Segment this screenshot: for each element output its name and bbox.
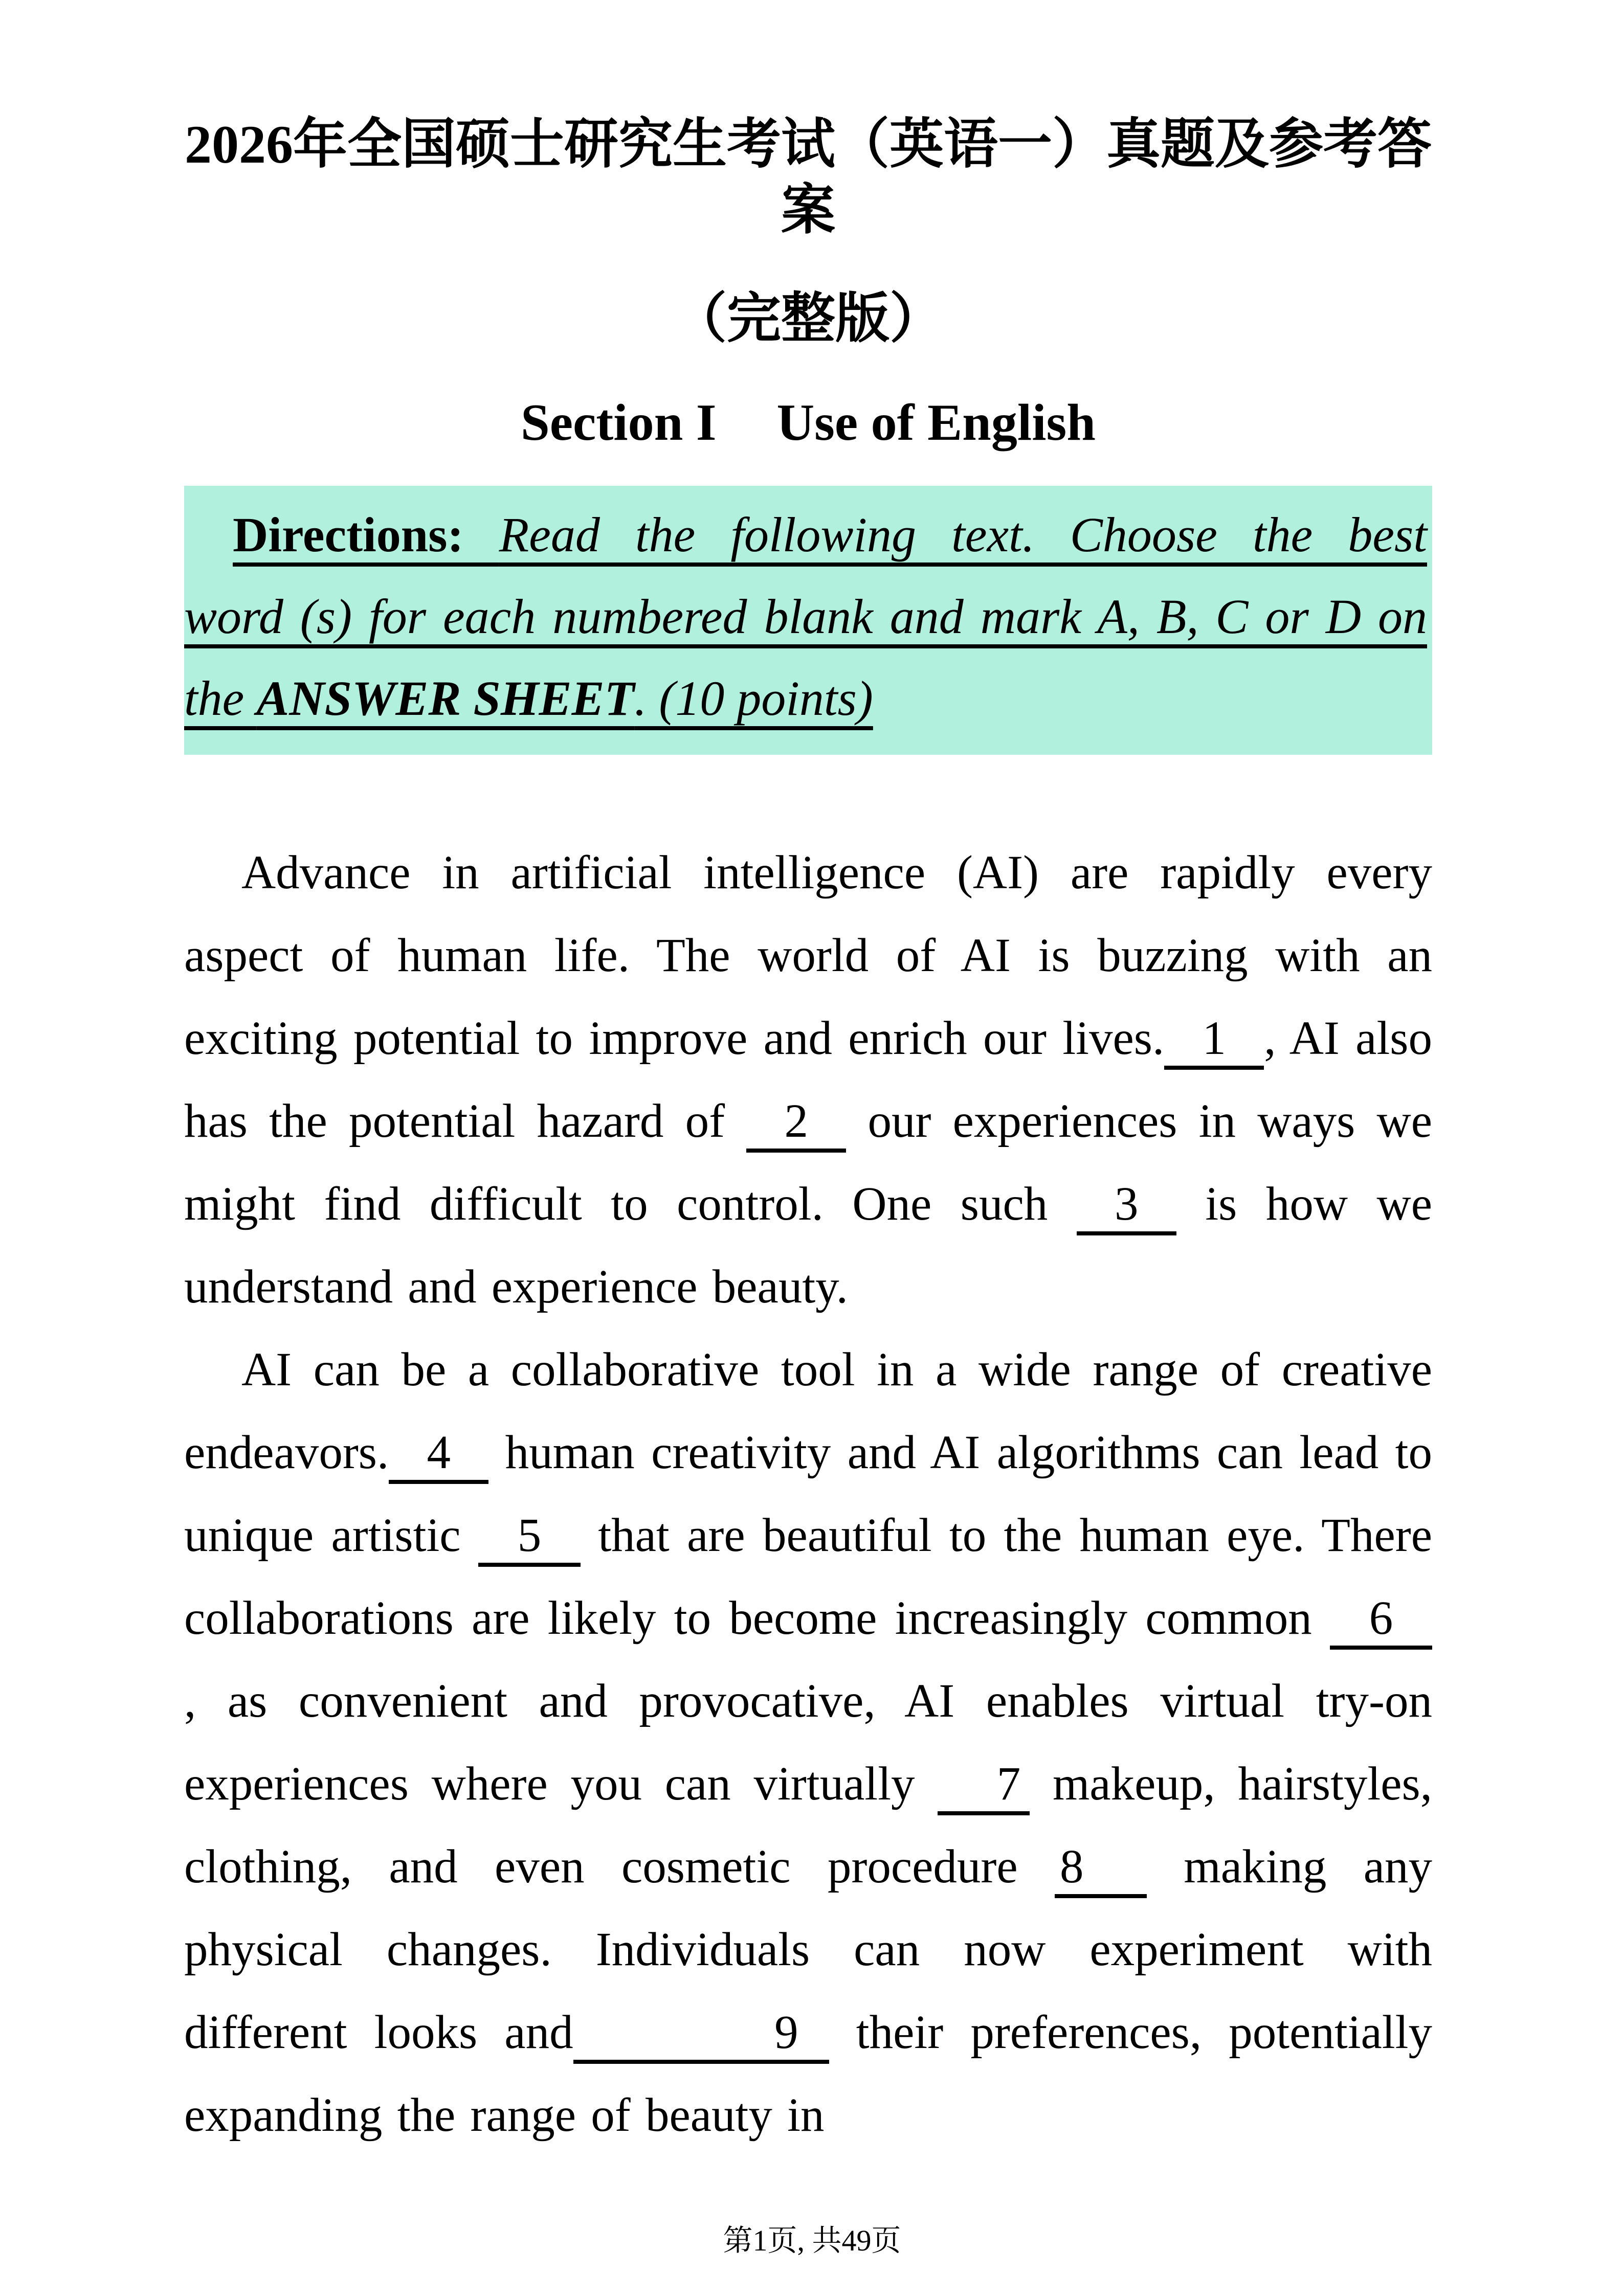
directions-box	[184, 486, 1432, 755]
blank-9: 9	[573, 2005, 829, 2064]
page-number: 第1页, 共49页	[723, 2224, 901, 2257]
text-segment: makeup, hairstyles, clothing, and even cosmetic procedure	[184, 1758, 1432, 1894]
directions-line	[184, 658, 1427, 739]
directions-line	[184, 576, 1427, 658]
text-segment: our experiences in ways we might find difficult to control. One such	[184, 1095, 1432, 1231]
blank-5: 5	[478, 1508, 581, 1567]
section-label: Section I	[521, 393, 717, 452]
text-run: . (10 points)	[634, 671, 873, 726]
text-segment: human creativity and AI algorithms can lead to unique artistic	[184, 1426, 1432, 1562]
paragraph	[184, 1329, 1432, 2157]
blank-1: 1	[1164, 1011, 1264, 1070]
blank-8: 8	[1055, 1839, 1147, 1898]
page-title: 2026年全国硕士研究生考试（英语一）真题及参考答案	[185, 115, 1432, 241]
text-segment: that are beautiful to the human eye. There collaborations are likely to become increasingly common	[184, 1509, 1432, 1645]
text-segment: their preferences, potentially expanding the range of beauty in	[184, 2006, 1432, 2142]
paragraphs	[184, 831, 1432, 2157]
blank-3: 3	[1077, 1177, 1176, 1235]
page-content	[184, 0, 1432, 2157]
text-run: Read the following text. Choose the best	[499, 507, 1428, 562]
text-run: the	[184, 671, 257, 726]
blank-6: 6	[1330, 1591, 1432, 1650]
text-segment: AI can be a collaborative tool in a wide range of creative endeavors.	[184, 1343, 1432, 1479]
blank-7: 7	[938, 1757, 1030, 1815]
text-segment: is how we understand and experience beauty.	[184, 1178, 1432, 1314]
text-run: ANSWER SHEET	[256, 671, 635, 726]
text-run: word (s) for each numbered blank and mark A, B, C or D on	[184, 589, 1427, 644]
section-heading	[184, 392, 1432, 454]
section-title: Use of English	[776, 393, 1096, 452]
directions-line	[184, 494, 1427, 576]
page-subtitle: （完整版）	[673, 288, 944, 349]
paragraph	[184, 831, 1432, 1329]
text-segment: , AI also has the potential hazard of	[184, 1012, 1432, 1148]
text-segment: , as convenient and provocative, AI enables virtual try-on experiences where you can virtually	[184, 1675, 1432, 1811]
text-segment: Advance in artificial intelligence (AI) are rapidly every aspect of human life. The world of AI is buzzing with an exciting potential to improve and enrich our lives.	[184, 846, 1432, 1065]
blank-2: 2	[746, 1094, 846, 1153]
text-segment: making any physical changes. Individuals can now experiment with different looks and	[184, 1840, 1432, 2059]
blank-4: 4	[389, 1425, 488, 1484]
text-run: Directions:	[233, 507, 499, 562]
